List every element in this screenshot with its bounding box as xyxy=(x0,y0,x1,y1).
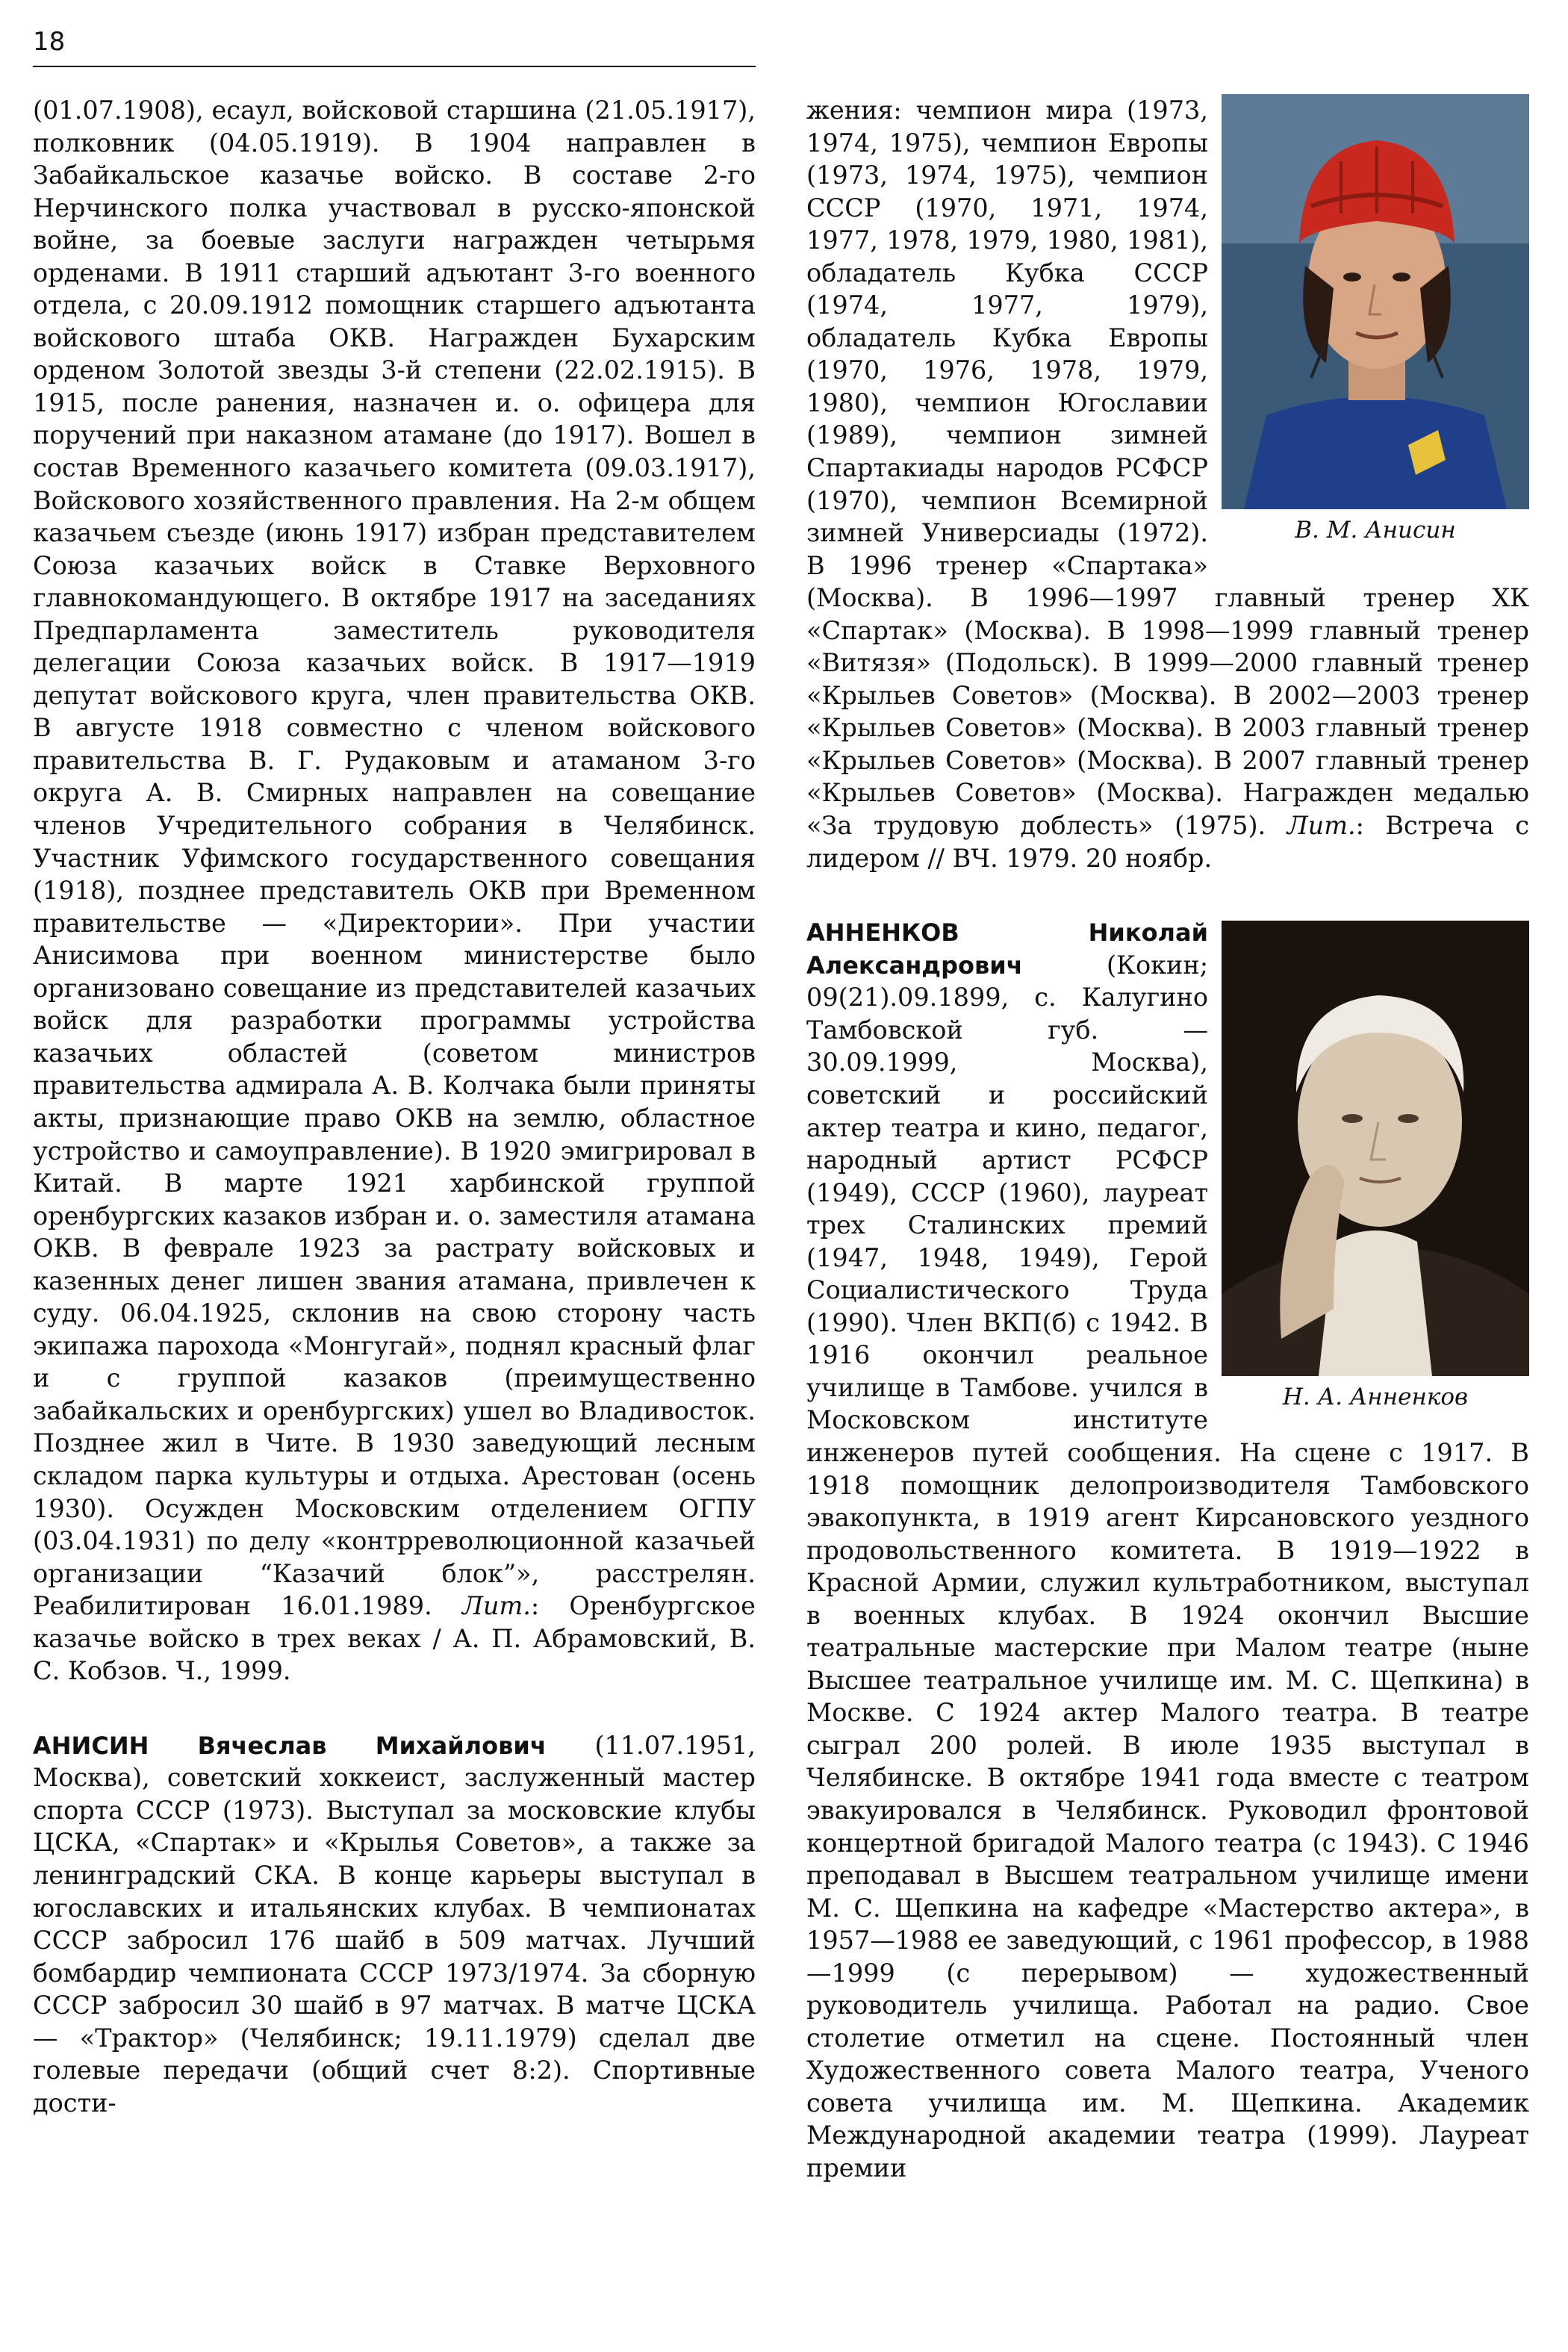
headword-anisin: АНИСИН Вячеслав Михайлович xyxy=(33,1731,547,1760)
entry-gap xyxy=(806,874,1529,916)
figure-annenkov xyxy=(1222,921,1529,1412)
lit-label: Лит. xyxy=(1287,811,1356,841)
header-rule xyxy=(33,66,756,67)
page-number: 18 xyxy=(33,27,66,57)
anisin-photo xyxy=(1222,94,1529,509)
lit-reference: : Оренбургское казачье войско в трех веках / А. П. Абрамовский, В. С. Кобзов. Ч., 1999. xyxy=(33,1591,756,1686)
headword-annenkov: АННЕНКОВ Николай Александрович xyxy=(806,918,1208,980)
figure-anisin xyxy=(1222,94,1529,545)
entry-continuation-text xyxy=(33,94,756,1687)
annenkov-body: (Кокин; 09(21).09.1899, с. Калугино Тамбовской губ. — 30.09.1999, Москва), советский и российский актер театра и кино, педагог, народный артист РСФСР (1949), СССР (1960), лауреат трех Сталинских премий (1947, 1948, 1949), Герой Социалистического Труда (1990). Член ВКП(б) с 1942. В 1916 окончил реальное училище в Тамбове. учился в Московском институте инженеров путей сообщения. На сцене с 1917. В 1918 помощник делопроизводителя Тамбовского эвакопункта, в 1919 агент Кирсановского уездного продовольственного комитета. В 1919—1922 в Красной Армии, служил культработником, выступал в военных клубах. В 1924 окончил Высшие театральные мастерские при Малом театре (ныне Высшее театральное училище им. М. С. Щепкина) в Москве. С 1924 актер Малого театра. В театре сыграл 200 ролей. В июле 1935 выступал в Челябинске. В октябре 1941 года вместе с театром эвакуировался в Челябинск. Руководил фронтовой концертной бригадой Малого театра (с 1943). С 1946 преподавал в Высшем театральном училище имени М. С. Щепкина на кафедре «Мастерство актера», в 1957—1988 ее заведующий, с 1961 профессор, в 1988—1999 (с перерывом) — художественный руководитель училища. Работал на радио. Свое столетие отметил на сцене. Постоянный член Художественного совета Малого театра, Ученого совета училища им. М. Щепкина. Академик Международной академии театра (1999). Лауреат премии xyxy=(806,950,1529,2183)
annenkov-photo xyxy=(1222,921,1529,1376)
right-column xyxy=(806,94,1529,2185)
left-column xyxy=(33,94,756,2119)
caption-annenkov: Н. А. Анненков xyxy=(1282,1384,1469,1411)
lit-label: Лит. xyxy=(461,1591,531,1621)
anisin-body: (11.07.1951, Москва), советский хоккеист, заслуженный мастер спорта СССР (1973). Выступал за московские клубы ЦСКА, «Спартак» и «Крылья Советов», а также за ленинградский СКА. В конце карьеры выступал в югославских и итальянских клубах. В чемпионатах СССР забросил 176 шайб в 509 матчах. Лучший бомбардир чемпионата СССР 1973/1974. За сборную СССР забросил 30 шайб в 97 матчах. В матче ЦСКА — «Трактор» (Челябинск; 19.11.1979) сделал две голевые передачи (общий счет 8:2). Спортивные дости- xyxy=(33,1730,756,2118)
anisin-continued-body: жения: чемпион мира (1973, 1974, 1975), чемпион Европы (1973, 1974, 1975), чемпион СССР (1970, 1971, 1974, 1977, 1978, 1979, 1980, 1981), обладатель Кубка СССР (1974, 1977, 1979), обладатель Кубка Европы (1970, 1976, 1978, 1979, 1980), чемпион Югославии (1989), чемпион зимней Спартакиады народов РСФСР (1970), чемпион Всемирной зимней Универсиады (1972). В 1996 тренер «Спартака» (Москва). В 1996—1997 главный тренер ХК «Спартак» (Москва). В 1998—1999 главный тренер «Витязя» (Подольск). В 1999—2000 главный тренер «Крыльев Советов» (Москва). В 2002—2003 тренер «Крыльев Советов» (Москва). В 2003 главный тренер «Крыльев Советов» (Москва). В 2007 главный тренер «Крыльев Советов» (Москва). Награжден медалью «За трудовую доблесть» (1975). xyxy=(806,96,1529,841)
lit-reference: : Встреча с лидером // ВЧ. 1979. 20 ноябр. xyxy=(806,811,1529,873)
caption-anisin: В. М. Анисин xyxy=(1295,517,1456,544)
entry-anisin xyxy=(33,1729,756,2120)
continuation-body: (01.07.1908), есаул, войсковой старшина (21.05.1917), полковник (04.05.1919). В 1904 направлен в Забайкальское казачье войско. В составе 2-го Нерчинского полка участвовал в русско-японской войне, за боевые заслуги награжден четырьмя орденами. В 1911 старший адъютант 3-го военного отдела, с 20.09.1912 помощник старшего адъютанта войскового штаба ОКВ. Награжден Бухарским орденом Золотой звезды 3-й степени (22.02.1915). В 1915, после ранения, назначен и. о. офицера для поручений при наказном атамане (до 1917). Вошел в состав Временного казачьего комитета (09.03.1917), Войскового хозяйственного правления. На 2-м общем казачьем съезде (июнь 1917) избран представителем Союза казачьих войск в Ставке Верховного главнокомандующего. В октябре 1917 на заседаниях Предпарламента заместитель руководителя делегации Союза казачьих войск. В 1917—1919 депутат войскового круга, член правительства ОКВ. В августе 1918 совместно с членом войскового правительства В. Г. Рудаковым и атаманом 3-го округа А. В. Смирных направлен на совещание членов Учредительного собрания в Челябинск. Участник Уфимского государственного совещания (1918), позднее представитель ОКВ при Временном правительстве — «Директории». При участии Анисимова при военном министерстве было организовано совещание из представителей казачьих войск для разработки программы устройства казачьих областей (советом министров правительства адмирала А. В. Колчака были приняты акты, признающие право ОКВ на землю, областное устройство и самоуправление). В 1920 эмигрировал в Китай. В марте 1921 харбинской группой оренбургских казаков избран и. о. заместиля атамана ОКВ. В феврале 1923 за растрату войсковых и казенных денег лишен звания атамана, привлечен к суду. 06.04.1925, склонив на свою сторону часть экипажа парохода «Монгугай», поднял красный флаг и с группой казаков (преимущественно забайкальских и оренбургских) ушел во Владивосток. Позднее жил в Чите. В 1930 заведующий лесным складом парка культуры и отдыха. Арестован (осень 1930). Осужден Московским отделением ОГПУ (03.04.1931) по делу «контрреволюционной казачьей организации “Казачий блок”», расстрелян. Реабилитирован 16.01.1989. xyxy=(33,96,756,1621)
entry-gap xyxy=(33,1687,756,1729)
